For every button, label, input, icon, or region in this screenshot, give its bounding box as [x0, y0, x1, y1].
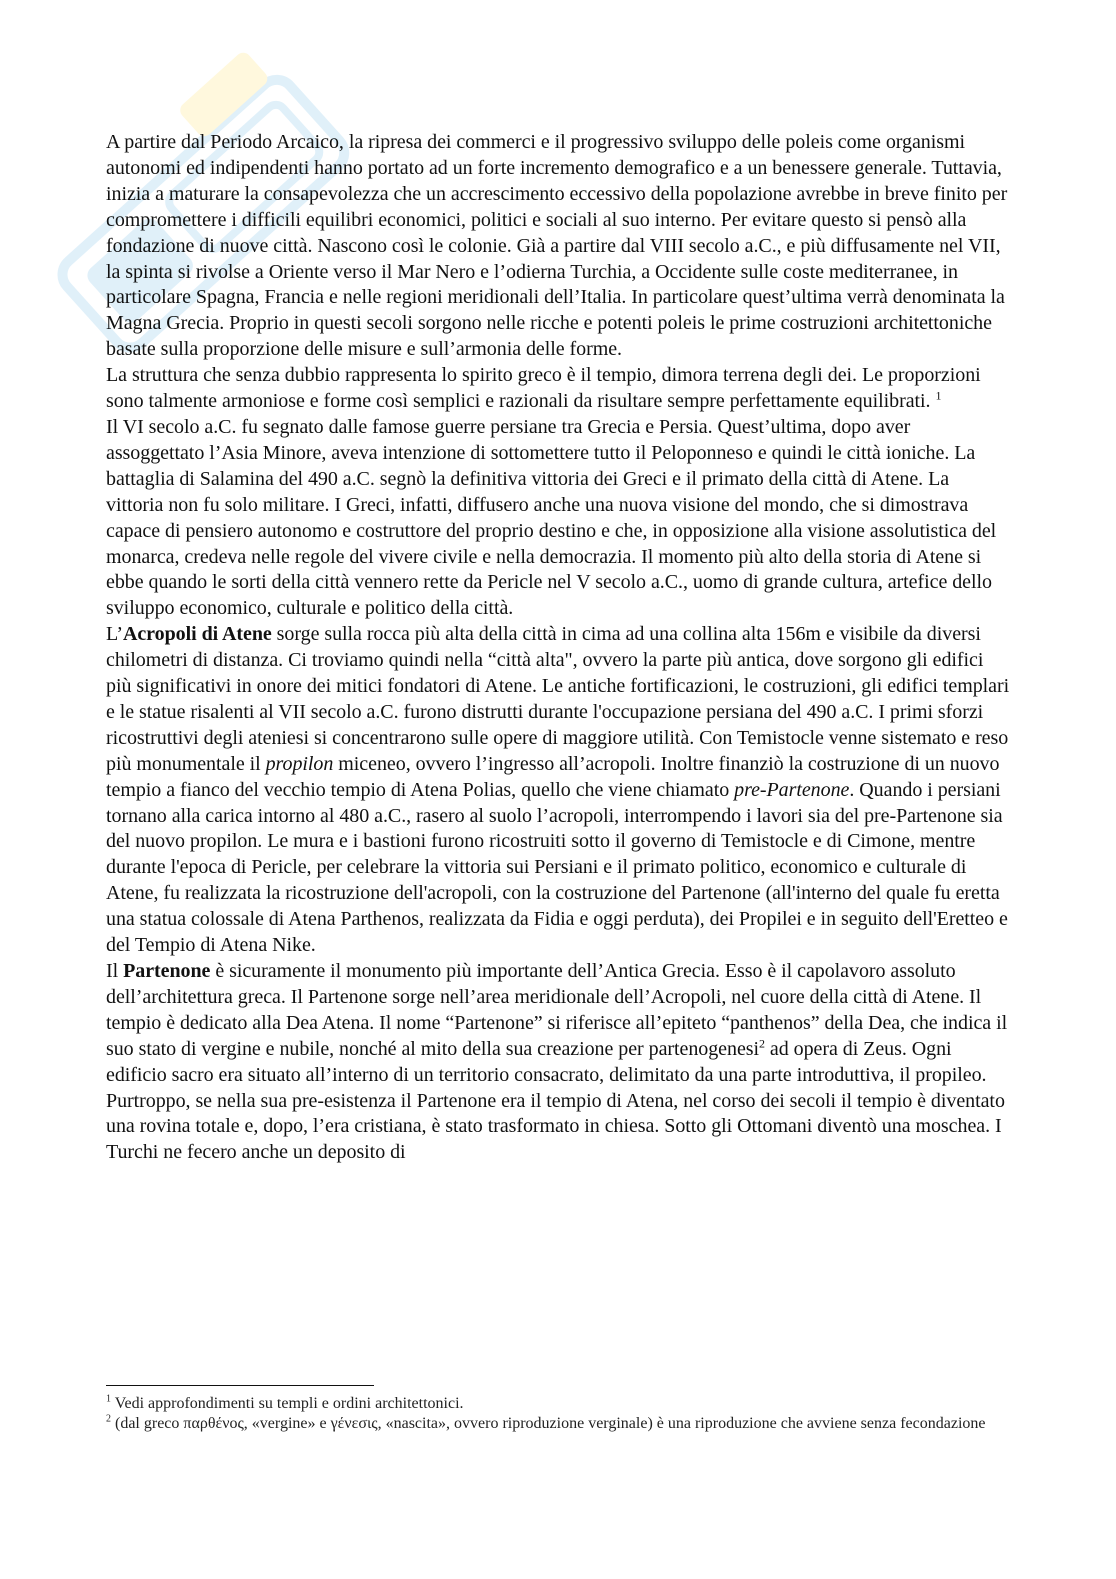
- document-page: [106, 130, 1011, 1166]
- footnote-number: 2: [106, 1413, 111, 1425]
- paragraph: [106, 415, 1011, 622]
- body-text: [106, 130, 1011, 1166]
- footnote-marker: 2: [759, 1036, 765, 1051]
- italic-text: propilon: [265, 752, 334, 775]
- text-run: La struttura che senza dubbio rappresenta lo spirito greco è il tempio, dimora terrena degli dei. Le proporzioni sono talmente armoniose e forme così semplici e razionali da risultare sempre perfettamente equilibrati.: [106, 364, 981, 413]
- bold-text: Partenone: [123, 960, 211, 982]
- paragraph: [106, 363, 1011, 415]
- text-run: sorge sulla rocca più alta della città in cima ad una collina alta 156m e visibile da diversi chilometri di distanza. Ci troviamo quindi nella “città alta", ovvero la parte più antica, dove sorgono gli edifici più significativi in onore dei mitici fondatori di Atene. Le antiche fortificazioni, le costruzioni, gli edifici templari e le statue risalenti al VII secolo a.C. furono distrutti durante l'occupazione persiana del 490 a.C. I primi sforzi ricostruttivi degli ateniesi si concentrarono sulle opere di maggiore utilità. Con Temistocle venne sistemato e reso più monumentale il: [106, 623, 1010, 775]
- footnote-separator: [106, 1385, 374, 1386]
- text-run: Il VI secolo a.C. fu segnato dalle famose guerre persiane tra Grecia e Persia. Quest’ultima, dopo aver assoggettato l’Asia Minore, aveva intenzione di sottomettere tutto il Peloponneso e quindi le città ioniche. La battaglia di Salamina del 490 a.C. segnò la definitiva vittoria dei Greci e il primato della città di Atene. La vittoria non fu solo militare. I Greci, infatti, diffusero anche una nuova visione del mondo, che si dimostrava capace di pensiero autonomo e costruttore del proprio destino e che, in opposizione alla visione assolutistica del monarca, credeva nelle regole del vivere civile e nella democrazia. Il momento più alto della storia di Atene si ebbe quando le sorti della città vennero rette da Pericle nel V secolo a.C., uomo di grande cultura, artefice dello sviluppo economico, culturale e politico della città.: [106, 415, 997, 620]
- text-run: . Quando i persiani tornano alla carica intorno al 480 a.C., rasero al suolo l’acropoli, interrompendo i lavori sia del pre-Partenone sia del nuovo propilon. Le mura e i bastioni furono ricostruiti sotto il governo di Temistocle e di Cimone, mentre durante l'epoca di Pericle, per celebrare la vittoria sui Persiani e il primato politico, economico e culturale di Atene, fu realizzata la ricostruzione dell'acropoli, con la costruzione del Partenone (all'interno del quale fu eretta una statua colossale di Atena Parthenos, realizzata da Fidia e oggi perduta), dei Propilei e in seguito dell'Eretteo e del Tempio di Atena Nike.: [106, 778, 1008, 957]
- text-run: Il: [106, 960, 124, 982]
- text-run: L’: [106, 623, 123, 646]
- text-run: miceneo, ovvero l’ingresso all’acropoli. Inoltre finanziò la costruzione di un nuovo tempio a fianco del vecchio tempio di Atena Polias, quello che viene chiamato: [106, 752, 1000, 801]
- paragraph: [106, 130, 1011, 363]
- footnote: [106, 1414, 1006, 1434]
- bold-text: Acropoli di Atene: [122, 623, 272, 646]
- footnote-text: Vedi approfondimenti su templi e ordini architettonici.: [111, 1395, 464, 1412]
- italic-text: pre-Partenone: [734, 778, 850, 801]
- footnote-text: (dal greco παρθένος, «vergine» e γένεσις, «nascita», ovvero riproduzione verginale) è una riproduzione che avviene senza fecondazione: [111, 1415, 986, 1432]
- paragraph: [106, 622, 1011, 959]
- paragraph: [106, 959, 1011, 1166]
- text-run: A partire dal Periodo Arcaico, la ripresa dei commerci e il progressivo sviluppo delle poleis come organismi autonomi ed indipendenti hanno portato ad un forte incremento demografico e a un benessere generale. Tuttavia, inizia a maturare la consapevolezza che un accrescimento eccessivo della popolazione avrebbe in breve finito per compromettere i difficili equilibri economici, politici e sociali al suo interno. Per evitare questo si pensò alla fondazione di nuove città. Nascono così le colonie. Già a partire dal VIII secolo a.C., e più diffusamente nel VII, la spinta si rivolse a Oriente verso il Mar Nero e l’odierna Turchia, a Occidente sulle coste mediterranee, in particolare Spagna, Francia e nelle regioni meridionali dell’Italia. In particolare quest’ultima verrà denominata la Magna Grecia. Proprio in questi secoli sorgono nelle ricche e potenti poleis le prime costruzioni architettoniche basate sulla proporzione delle misure e sull’armonia delle forme.: [106, 131, 1008, 361]
- text-run: è sicuramente il monumento più importante dell’Antica Grecia. Esso è il capolavoro assoluto dell’architettura greca. Il Partenone sorge nell’area meridionale dell’Acropoli, nel cuore della città di Atene. Il tempio è dedicato alla Dea Atena. Il nome “Partenone” si riferisce all’epiteto “panthenos” della Dea, che indica il suo stato di vergine e nubile, nonché al mito della sua creazione per partenogenesi: [106, 960, 1008, 1060]
- text-run: ad opera di Zeus. Ogni edificio sacro era situato all’interno di un territorio consacrato, delimitato da una parte introduttiva, il propileo. Purtroppo, se nella sua pre-esistenza il Partenone era il tempio di Atena, nel corso dei secoli il tempio è diventato una rovina totale e, dopo, l’era cristiana, è stato trasformato in chiesa. Sotto gli Ottomani diventò una moschea. I Turchi ne fecero anche un deposito di: [106, 1037, 1005, 1164]
- footnote: [106, 1394, 1006, 1414]
- footnote-number: 1: [106, 1393, 111, 1405]
- footnotes: [106, 1394, 1006, 1434]
- footnote-marker: 1: [935, 388, 942, 403]
